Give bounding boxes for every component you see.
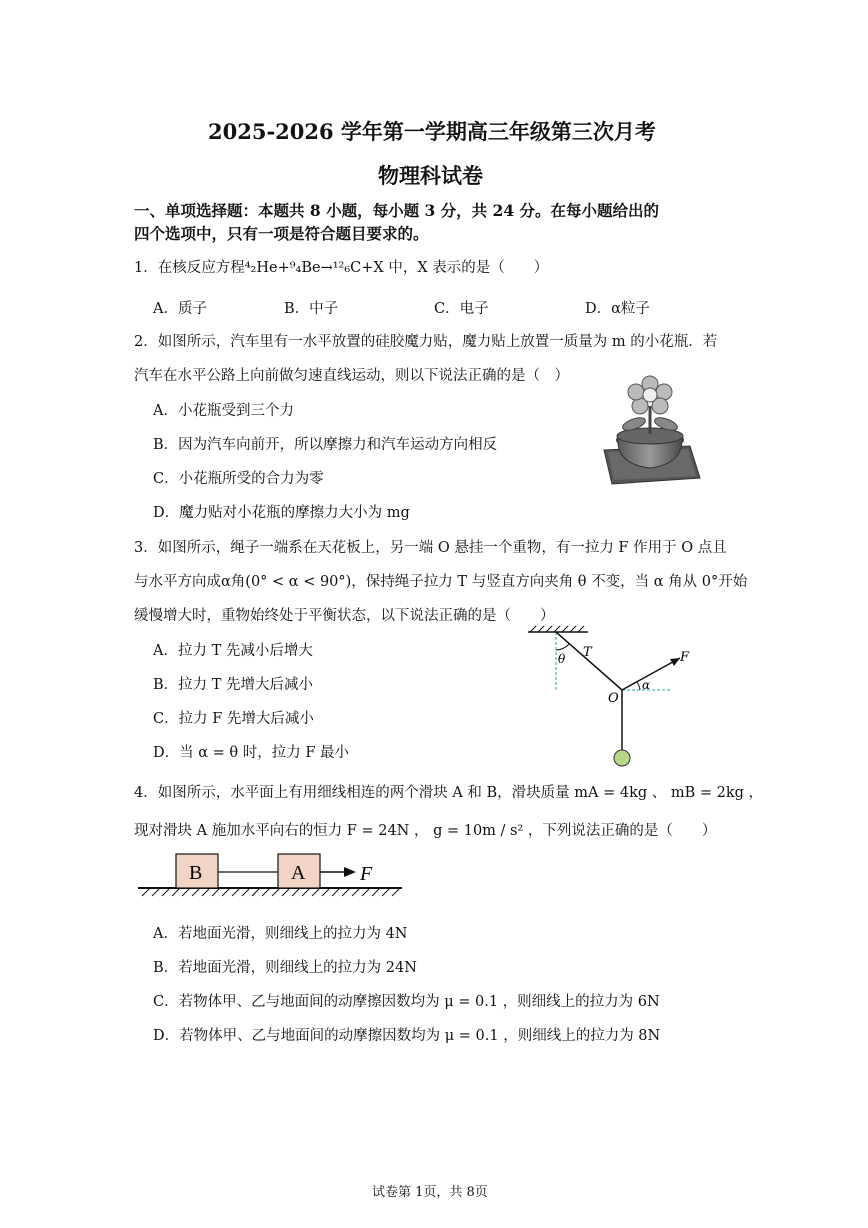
q4-option-d: D．若物体甲、乙与地面间的动摩擦因数均为 μ = 0.1 ，则细线上的拉力为 8N <box>153 1028 661 1044</box>
question-3-line1: 3．如图所示，绳子一端系在天花板上，另一端 O 悬挂一个重物，有一拉力 F 作用于 O 点且 <box>134 540 727 556</box>
q2-option-a: A．小花瓶受到三个力 <box>153 403 294 419</box>
question-3-line3: 缓慢增大时，重物始终处于平衡状态，以下说法正确的是（ ） <box>134 608 555 624</box>
exam-subtitle: 物理科试卷 <box>378 163 483 188</box>
block-b-label: B <box>189 862 203 884</box>
section-heading-line1: 一、单项选择题：本题共 8 小题，每小题 3 分，共 24 分。在每小题给出的 <box>134 201 660 220</box>
rope-force-diagram <box>520 624 690 774</box>
question-1-text: 1．在核反应方程⁴₂He+⁹₄Be→¹²₆C+X 中，X 表示的是（ ） <box>134 260 549 276</box>
label-F: F <box>680 650 690 665</box>
label-alpha: α <box>642 678 651 692</box>
question-2-line2: 汽车在水平公路上向前做匀速直线运动，则以下说法正确的是（ ） <box>134 368 569 384</box>
q2-option-b: B．因为汽车向前开，所以摩擦力和汽车运动方向相反 <box>153 437 498 453</box>
q1-option-a: A．质子 <box>153 301 207 317</box>
q1-option-b: B．中子 <box>284 301 339 317</box>
q4-option-b: B．若地面光滑，则细线上的拉力为 24N <box>153 960 417 976</box>
q3-option-d: D．当 α = θ 时，拉力 F 最小 <box>153 745 350 761</box>
q1-option-d: D．α粒子 <box>585 301 650 317</box>
question-4-line1: 4．如图所示，水平面上有用细线相连的两个滑块 A 和 B，滑块质量 mA = 4kg 、 mB = 2kg ， <box>134 785 764 801</box>
label-T: T <box>583 645 592 660</box>
q2-option-d: D．魔力贴对小花瓶的摩擦力大小为 mg <box>153 505 410 521</box>
q4-option-c: C．若物体甲、乙与地面间的动摩擦因数均为 μ = 0.1 ，则细线上的拉力为 6N <box>153 994 660 1010</box>
q3-option-c: C．拉力 F 先增大后减小 <box>153 711 314 727</box>
q4-option-a: A．若地面光滑，则细线上的拉力为 4N <box>153 926 408 942</box>
question-4-line2: 现对滑块 A 施加水平向右的恒力 F = 24N ， g = 10m / s² ，下列说法正确的是（ ） <box>134 823 717 839</box>
exam-title: 2025-2026 学年第一学期高三年级第三次月考 <box>208 119 656 144</box>
label-theta: θ <box>558 652 566 666</box>
block-a-label: A <box>291 862 306 884</box>
q3-option-a: A．拉力 T 先减小后增大 <box>153 643 313 659</box>
page-footer: 试卷第 1页，共 8页 <box>372 1185 488 1200</box>
q2-option-c: C．小花瓶所受的合力为零 <box>153 471 324 487</box>
force-label: F <box>360 863 373 885</box>
label-O: O <box>608 691 619 706</box>
q1-option-c: C．电子 <box>434 301 489 317</box>
question-3-line2: 与水平方向成α角(0° < α < 90°)，保持绳子拉力 T 与竖直方向夹角 θ 不变，当 α 角从 0°开始 <box>134 574 748 590</box>
section-heading-line2: 四个选项中，只有一项是符合题目要求的。 <box>134 224 429 243</box>
q3-option-b: B．拉力 T 先增大后减小 <box>153 677 314 693</box>
blocks-diagram <box>138 852 404 904</box>
question-2-line1: 2．如图所示，汽车里有一水平放置的硅胶魔力贴，魔力贴上放置一质量为 m 的小花瓶．若 <box>134 334 718 350</box>
flower-pot-image <box>598 372 704 488</box>
